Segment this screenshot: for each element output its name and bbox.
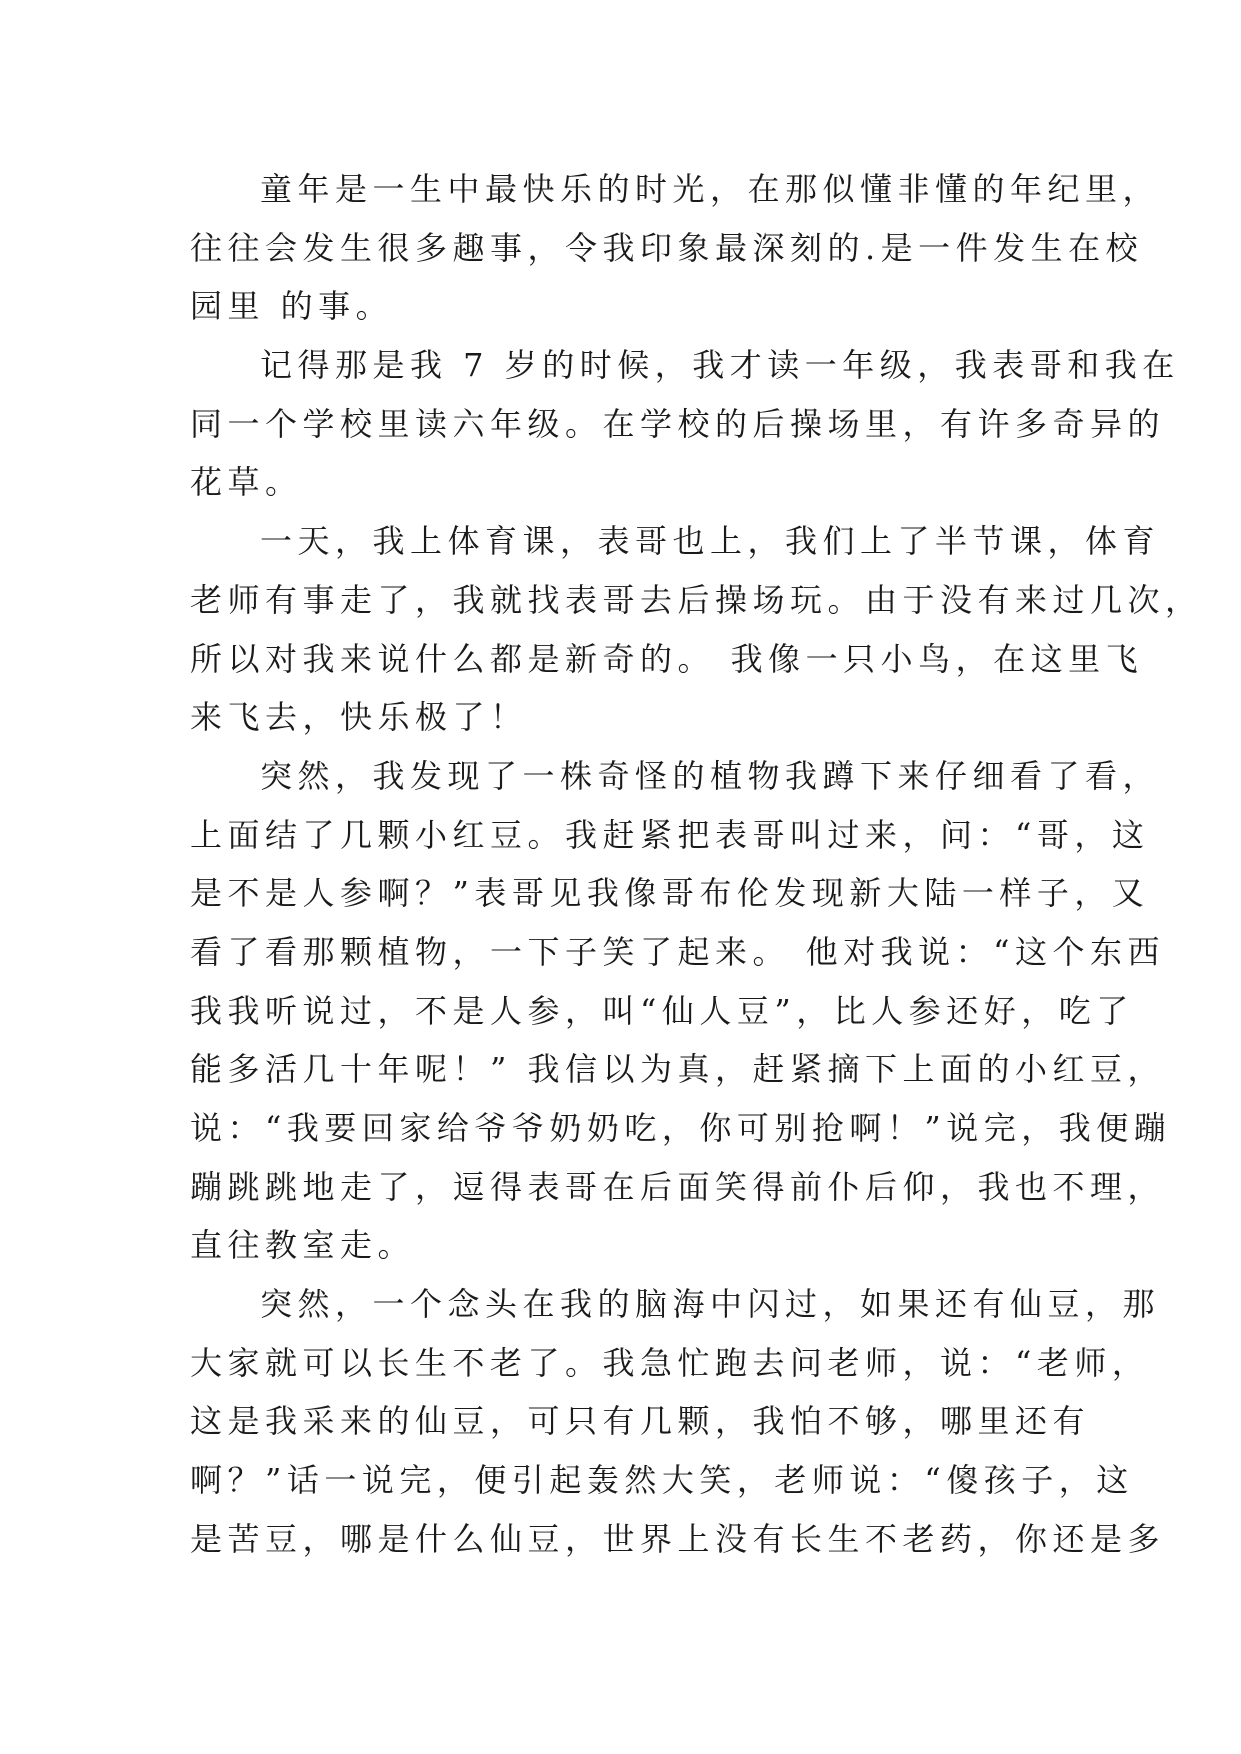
paragraph-4 — [190, 747, 1172, 1275]
text-line: 啊？”话一说完，便引起轰然大笑，老师说：“傻孩子，这 — [190, 1461, 1134, 1500]
document-body — [190, 160, 1203, 1569]
text-line: 老师有事走了，我就找表哥去后操场玩。由于没有来过几次， — [190, 580, 1203, 619]
text-line: 突然，一个念头在我的脑海中闪过，如果还有仙豆，那 — [260, 1285, 1161, 1324]
paragraph-1 — [190, 160, 1161, 336]
paragraph-3 — [190, 512, 1203, 747]
text-line: 突然，我发现了一株奇怪的植物我蹲下来仔细看了看， — [260, 756, 1161, 795]
text-line: 所以对我来说什么都是新奇的。 我像一只小鸟，在这里飞 — [190, 639, 1144, 678]
text-line: 我我听说过，不是人参，叫“仙人豆”，比人参还好，吃了 — [190, 991, 1134, 1030]
text-line: 童年是一生中最快乐的时光，在那似懂非懂的年纪里， — [260, 170, 1161, 208]
text-line: 园里 的事。 — [190, 287, 394, 326]
paragraph-5 — [190, 1275, 1166, 1568]
text-line: 上面结了几颗小红豆。我赶紧把表哥叫过来，问：“哥，这 — [190, 815, 1150, 854]
text-line: 记得那是我 7 岁的时候，我才读一年级，我表哥和我在 — [260, 346, 1180, 385]
paragraph-2 — [190, 336, 1180, 512]
text-line: 看了看那颗植物，一下子笑了起来。 他对我说：“这个东西 — [190, 932, 1166, 971]
text-line: 同一个学校里读六年级。在学校的后操场里，有许多奇异的 — [190, 404, 1166, 443]
text-line: 是苦豆，哪是什么仙豆，世界上没有长生不老药，你还是多 — [190, 1519, 1166, 1558]
text-line: 蹦跳跳地走了，逗得表哥在后面笑得前仆后仰，我也不理， — [190, 1167, 1166, 1206]
text-line: 能多活几十年呢！” 我信以为真，赶紧摘下上面的小红豆， — [190, 1050, 1166, 1089]
text-line: 往往会发生很多趣事，令我印象最深刻的.是一件发生在校 — [190, 228, 1144, 267]
text-line: 来飞去，快乐极了！ — [190, 698, 528, 737]
text-line: 这是我采来的仙豆，可只有几颗，我怕不够，哪里还有 — [190, 1402, 1091, 1441]
text-line: 花草。 — [190, 463, 303, 502]
text-line: 直往教室走。 — [190, 1226, 416, 1265]
text-line: 大家就可以长生不老了。我急忙跑去问老师，说：“老师， — [190, 1343, 1150, 1382]
text-line: 一天，我上体育课，表哥也上，我们上了半节课，体育 — [260, 522, 1161, 561]
text-line: 说：“我要回家给爷爷奶奶吃，你可别抢啊！”说完，我便蹦 — [190, 1109, 1172, 1147]
text-line: 是不是人参啊？”表哥见我像哥布伦发现新大陆一样子，又 — [190, 874, 1150, 913]
